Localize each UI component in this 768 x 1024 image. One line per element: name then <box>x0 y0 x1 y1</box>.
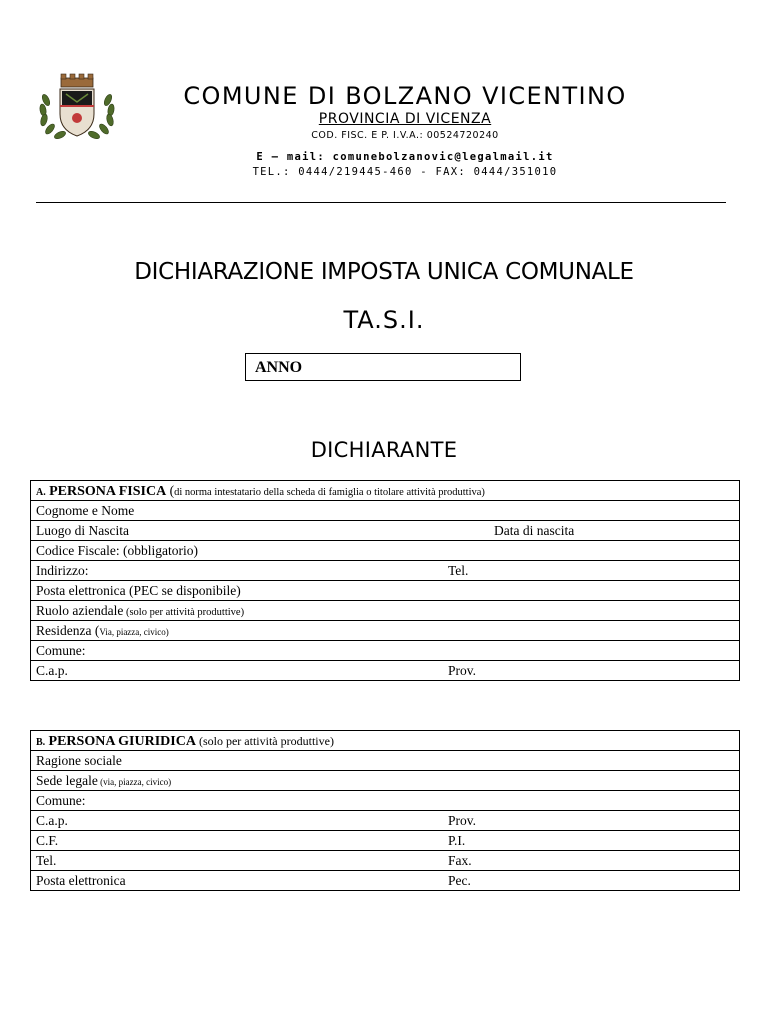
form-row-ragione-sociale[interactable] <box>31 751 739 771</box>
row-label: C.F. <box>36 833 59 848</box>
email-line: E – mail: comunebolzanovic@legalmail.it <box>256 151 554 163</box>
row-right-label: Data di nascita <box>494 523 575 538</box>
row-label: Comune: <box>36 643 86 658</box>
form-row-luogo-nascita[interactable] <box>31 521 739 541</box>
form-row-comune[interactable] <box>31 791 739 811</box>
header-divider <box>36 202 726 203</box>
row-right-label: Pec. <box>448 873 471 888</box>
form-row-cf[interactable] <box>31 831 739 851</box>
section-b-note: (solo per attività produttive) <box>195 734 334 748</box>
row-label: Cognome e Nome <box>36 503 135 518</box>
section-b-title: PERSONA GIURIDICA <box>48 734 196 749</box>
form-row-cap[interactable] <box>31 811 739 831</box>
anno-field[interactable] <box>245 353 521 381</box>
section-a-header <box>31 481 739 501</box>
row-note: Via, piazza, civico) <box>99 627 169 637</box>
row-note: (via, piazza, civico) <box>97 777 172 787</box>
row-label: Indirizzo: <box>36 563 89 578</box>
row-right-label: Fax. <box>448 853 472 868</box>
form-row-codice-fiscale[interactable] <box>31 541 739 561</box>
section-b-persona-giuridica <box>30 730 740 891</box>
row-note: (solo per attività produttive) <box>123 607 245 618</box>
row-label: Comune: <box>36 793 86 808</box>
row-right-label: Prov. <box>448 663 477 678</box>
row-label: C.a.p. <box>36 663 68 678</box>
row-right-label: Prov. <box>448 813 477 828</box>
form-row-comune[interactable] <box>31 641 739 661</box>
form-row-indirizzo[interactable] <box>31 561 739 581</box>
row-label: Ragione sociale <box>36 753 122 768</box>
document-subtitle: TA.S.I. <box>343 306 425 334</box>
phone-fax-line: TEL.: 0444/219445-460 - FAX: 0444/351010 <box>252 166 558 178</box>
section-a-note-open: ( <box>166 483 175 498</box>
form-row-cognome-nome[interactable] <box>31 501 739 521</box>
row-label: Tel. <box>36 853 57 868</box>
form-row-ruolo-aziendale[interactable] <box>31 601 739 621</box>
form-row-posta-elettronica[interactable] <box>31 871 739 890</box>
row-label: Posta elettronica (PEC se disponibile) <box>36 583 241 598</box>
row-right-label: Tel. <box>448 563 469 578</box>
municipality-name: COMUNE DI BOLZANO VICENTINO <box>183 82 627 110</box>
row-label: Luogo di Nascita <box>36 523 129 538</box>
province-name: PROVINCIA DI VICENZA <box>318 111 492 127</box>
form-row-cap[interactable] <box>31 661 739 680</box>
document-title: DICHIARAZIONE IMPOSTA UNICA COMUNALE <box>134 259 634 285</box>
section-a-letter: A. <box>36 487 46 498</box>
row-label: Ruolo aziendale <box>36 603 124 618</box>
section-a-title: PERSONA FISICA <box>49 484 167 499</box>
anno-label: ANNO <box>255 359 303 376</box>
section-a-note: di norma intestatario della scheda di famiglia o titolare attività produttiva) <box>174 487 485 498</box>
row-label: Codice Fiscale: (obbligatorio) <box>36 543 198 558</box>
row-label: Sede legale <box>36 773 98 788</box>
declarant-heading: DICHIARANTE <box>310 438 458 462</box>
row-right-label: P.I. <box>448 833 466 848</box>
section-b-letter: B. <box>36 737 46 748</box>
row-label: Posta elettronica <box>36 873 126 888</box>
row-label: C.a.p. <box>36 813 68 828</box>
form-row-sede-legale[interactable] <box>31 771 739 791</box>
form-row-tel[interactable] <box>31 851 739 871</box>
form-row-posta-elettronica[interactable] <box>31 581 739 601</box>
section-a-persona-fisica <box>30 480 740 681</box>
row-label: Residenza ( <box>36 623 100 638</box>
form-row-residenza[interactable] <box>31 621 739 641</box>
section-b-header <box>31 731 739 751</box>
tax-code-line: COD. FISC. E P. I.V.A.: 00524720240 <box>311 130 499 141</box>
